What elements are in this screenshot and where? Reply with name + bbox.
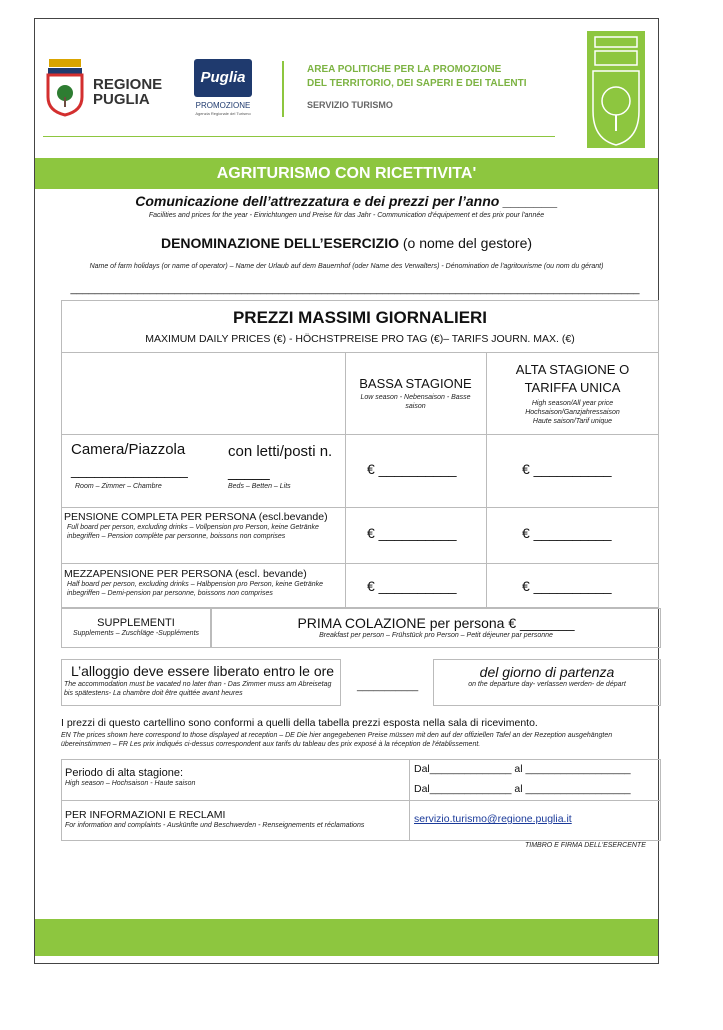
prices-subtitle: MAXIMUM DAILY PRICES (€) - HÖCHSTPREISE PRO TAG (€)– TARIFS JOURN. MAX. (€) (145, 333, 575, 345)
beds-label[interactable]: con letti/posti n. _____ (228, 443, 333, 481)
puglia-promozione-logo (190, 59, 260, 121)
room-translation: Room – Zimmer – Chambre (75, 483, 162, 490)
low-season-translation: Low season - Nebensaison - Basse saison (360, 394, 471, 410)
half-board-label: MEZZAPENSIONE PER PERSONA (escl. bevande) (64, 568, 307, 580)
high-season-translation-3: Haute saison/Tarif unique (532, 418, 613, 425)
table-rule (61, 563, 659, 564)
period-translation: High season – Hochsaison - Haute saison (65, 780, 196, 787)
prices-title: PREZZI MASSIMI GIORNALIERI (232, 308, 488, 327)
name-line[interactable]: _____________________________________________________________________________________________ (70, 283, 640, 295)
period-info-rule (61, 800, 661, 801)
high-season-translation-2: Hochsaison/Ganzjahressaison (525, 409, 620, 416)
conformity-text: I prezzi di questo cartellino sono conformi a quelli della tabella prezzi esposta nella sala di ricevimento. (61, 717, 538, 729)
period-info-col-rule (409, 759, 410, 841)
low-season-label: BASSA STAGIONE (359, 376, 472, 391)
half-board-translation: Half board per person, excluding drinks – Halbpension pro Person, keine Getränke inbegriffen – Demi-pension par personne, boissons non comprises (67, 581, 324, 597)
area-line1: AREA POLITICHE PER LA PROMOZIONE (307, 64, 502, 75)
period-dates-2[interactable]: Dal______________ al __________________ (414, 783, 631, 795)
table-rule (61, 507, 659, 508)
half-board-low-price[interactable]: € __________ (367, 578, 457, 594)
promozione-label: PROMOZIONE (195, 101, 251, 110)
room-low-price[interactable]: € __________ (367, 461, 457, 477)
beds-translation: Beds – Betten – Lits (228, 483, 291, 490)
full-board-translation: Full board per person, excluding drinks – Vollpension pro Person, keine Getränke inbegriffen – Pension complète par personne, boissons non comprises (67, 524, 319, 540)
denominazione-label: DENOMINAZIONE DELL’ESERCIZIO (160, 235, 399, 251)
conformity-translation: EN The prices shown here correspond to those displayed at reception – DE Die hier angegebenen Preise müssen mit den auf der offiziellen Tafel an der Rezeption ausgehängten übereinstimmen – FR Les prix indiqués ci-dessus correspondent aux tarifs du tableau des prix exposé à la réception de l'établissement. (61, 732, 613, 748)
checkout-hour-blank[interactable]: ___________ (357, 681, 419, 692)
header-underline (43, 136, 555, 137)
period-dates-1[interactable]: Dal______________ al __________________ (414, 763, 631, 775)
footer-hashtag-url[interactable]: #weareinpuglia / www.weareinpuglia.it (182, 964, 531, 984)
full-board-high-price[interactable]: € __________ (522, 525, 612, 541)
subtitle: Comunicazione dell’attrezzatura e dei prezzi per l’anno _______ (135, 193, 558, 209)
denominazione-rest: (o nome del gestore) (398, 235, 533, 251)
regione-crest-icon (43, 57, 87, 117)
departure-day-label: del giorno di partenza (479, 664, 615, 680)
supplements-label: SUPPLEMENTI (97, 617, 175, 629)
regione-label: REGIONE (93, 76, 163, 93)
page-title: AGRITURISMO CON RICETTIVITA' (216, 165, 477, 182)
half-board-high-price[interactable]: € __________ (522, 578, 612, 594)
departure-day-translation: on the departure day- verlassen werden- de départ (468, 681, 626, 688)
checkout-translation: The accommodation must be vacated no later than - Das Zimmer muss am Abreisetag bis spätestens- La chambre doit être quittée avant heures (64, 681, 332, 697)
table-rule (61, 352, 659, 353)
promozione-sub: Agenzia Regionale del Turismo (195, 111, 251, 116)
supplements-translation: Supplements – Zuschläge -Suppléments (72, 630, 200, 637)
title-band (35, 158, 658, 189)
stamp-label: TIMBRO E FIRMA DELL'ESERCENTE (525, 842, 646, 849)
high-season-label: ALTA STAGIONE O TARIFFA UNICA (515, 362, 630, 395)
table-rule (61, 434, 659, 435)
info-translation: For information and complaints - Auskünfte und Beschwerden - Renseignements et réclamations (65, 822, 365, 829)
high-season-translation-1: High season/All year price (531, 400, 614, 407)
page-frame (34, 18, 659, 984)
room-label: Camera/Piazzola (71, 441, 186, 458)
breakfast-label[interactable]: PRIMA COLAZIONE per persona € _______ (297, 615, 575, 631)
room-blank[interactable]: _______________ (71, 462, 188, 478)
area-line2: DEL TERRITORIO, DEI SAPERI E DEI TALENTI (307, 78, 527, 89)
header-divider (282, 61, 284, 117)
breakfast-translation: Breakfast per person – Frühstück pro Person – Petit déjeuner par personne (319, 632, 553, 639)
checkout-label: L’alloggio deve essere liberato entro le ore (71, 663, 335, 679)
tree-emblem-icon (587, 31, 645, 148)
info-label: PER INFORMAZIONI E RECLAMI (65, 809, 226, 821)
full-board-low-price[interactable]: € __________ (367, 525, 457, 541)
puglia-label: PUGLIA (93, 91, 150, 108)
info-email-link[interactable]: servizio.turismo@regione.puglia.it (414, 813, 572, 825)
full-board-label: PENSIONE COMPLETA PER PERSONA (escl.bevande) (64, 511, 328, 523)
puglia-logo-mark: Puglia (194, 59, 252, 97)
regional-emblem (587, 31, 645, 148)
denominazione-translation: Name of farm holidays (or name of operator) – Name der Urlaub auf dem Bauernhof (oder Name des Verwalters) - Dénomination de l'agritourisme (ou nom du gérant) (89, 263, 604, 270)
period-label: Periodo di alta stagione: (65, 767, 184, 779)
footer-band (35, 919, 658, 984)
subtitle-translation: Facilities and prices for the year - Einrichtungen und Preise für das Jahr - Communication d'équipement et des prix pour l'année (148, 212, 545, 219)
regione-puglia-logo (43, 57, 173, 117)
room-high-price[interactable]: € __________ (522, 461, 612, 477)
servizio-label: SERVIZIO TURISMO (307, 100, 393, 110)
